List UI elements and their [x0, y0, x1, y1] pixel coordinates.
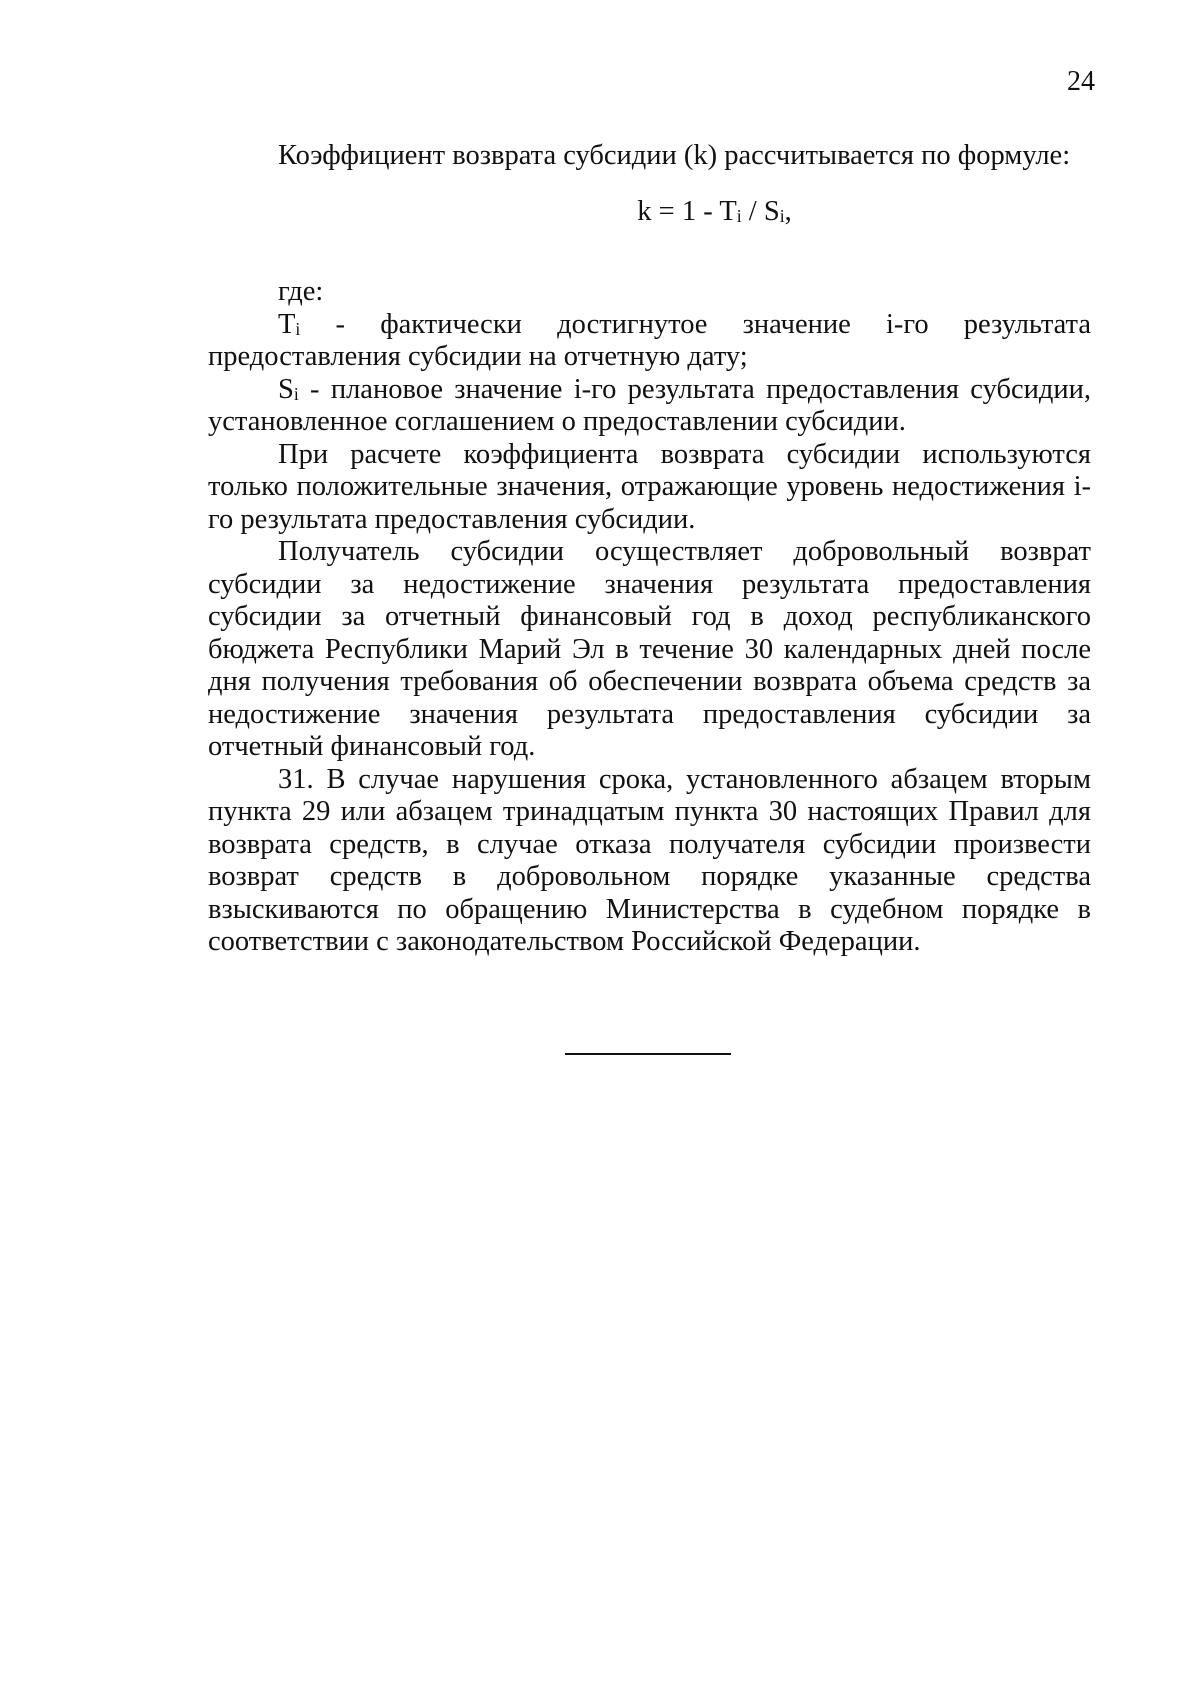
- definition-ti: [208, 309, 1091, 374]
- definition-ti-sub: i: [295, 318, 301, 339]
- definition-si-text: - плановое значение i-го результата предоставления субсидии, установленное соглашением о предоставлении субсидии.: [208, 373, 1091, 437]
- formula-sub-ti: i: [736, 205, 742, 226]
- definition-ti-symbol: T: [278, 308, 296, 340]
- where-label: где:: [278, 276, 324, 307]
- paragraph-voluntary-return: Получатель субсидии осуществляет добровольный возврат субсидии за недостижение значения результата предоставления субсидии за отчетный финансовый год в доход республиканского бюджета Республики Марий Эл в течение 30 календарных дней после дня получения требования об обеспечении возврата объема средств за недостижение значения результата предоставления субсидии за отчетный финансовый год.: [208, 536, 1091, 762]
- formula-mid: / S: [741, 195, 780, 227]
- page-number: 24: [1067, 66, 1095, 97]
- formula-lhs: k = 1 - T: [637, 195, 737, 227]
- definition-si: [208, 374, 1091, 439]
- formula: [208, 196, 1091, 229]
- definition-si-sub: i: [293, 383, 299, 404]
- intro-paragraph: Коэффициент возврата субсидии (k) рассчитывается по формуле:: [278, 140, 1071, 171]
- paragraph-calculation-rule: При расчете коэффициента возврата субсидии используются только положительные значения, отражающие уровень недостижения i-го результата предоставления субсидии.: [208, 438, 1091, 535]
- paragraph-item-31: 31. В случае нарушения срока, установленного абзацем вторым пункта 29 или абзацем тринадцатым пункта 30 настоящих Правил для возврата средств, в случае отказа получателя субсидии произвести возврат средств в добровольном порядке указанные средства взыскиваются по обращению Министерства в судебном порядке в соответствии с законодательством Российской Федерации.: [208, 763, 1091, 957]
- end-separator-line: [565, 1053, 731, 1055]
- definition-si-symbol: S: [278, 373, 294, 405]
- document-body: [208, 140, 1091, 959]
- definition-ti-text: - фактически достигнутое значение i-го результата предоставления субсидии на отчетную дату;: [208, 308, 1091, 372]
- formula-end: ,: [784, 195, 792, 227]
- formula-sub-si: i: [779, 205, 785, 226]
